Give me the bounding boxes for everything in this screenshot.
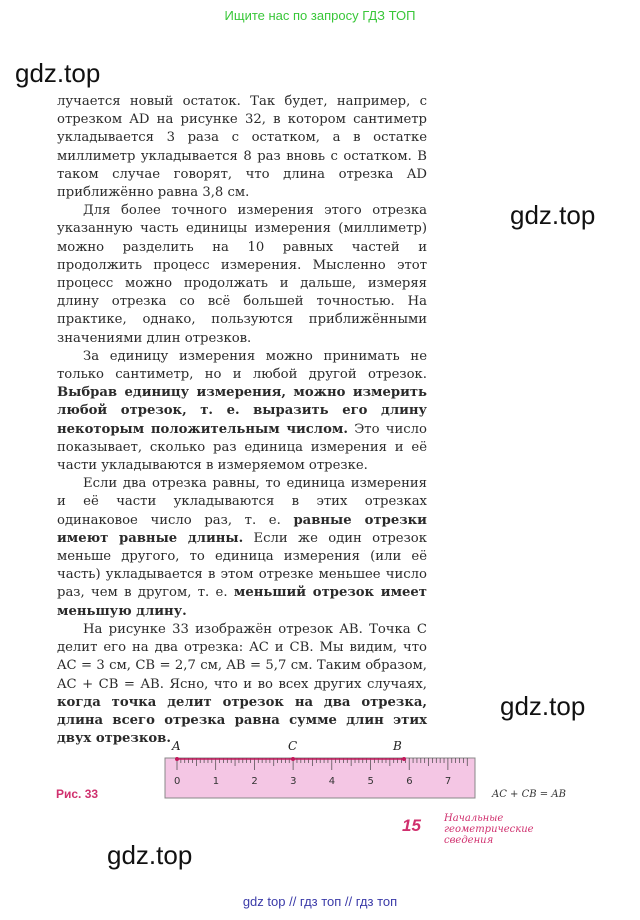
paragraph-3 bbox=[57, 348, 427, 475]
point-c-label: C bbox=[288, 739, 298, 753]
ruler-number: 2 bbox=[251, 776, 258, 787]
ruler-number: 6 bbox=[406, 776, 413, 787]
page-number: 15 bbox=[402, 816, 421, 835]
watermark: gdz.top bbox=[107, 840, 193, 870]
ruler-number: 1 bbox=[212, 776, 220, 787]
paragraph-4 bbox=[57, 475, 427, 621]
point-a bbox=[175, 757, 179, 761]
paragraph-5-text: На рисунке 33 изображён отрезок AB. Точка C делит его на два отрезка: AC и CB. Мы видим, что AC = 3 см, CB = 2,7 см, AB = 5,7 см. Таким образом, AC + CB = AB. Ясно, что и во всех других случаях, bbox=[57, 621, 427, 692]
rule-sum-bold: когда точка делит отрезок на два отрезка, длина всего отрезка равна сумме длин этих двух отрезков. bbox=[57, 694, 427, 747]
paragraph-1: лучается новый остаток. Так будет, например, с отрезком AD на рисунке 32, в котором сантиметр укладывается 3 раза с остатком, а в остатке миллиметр укладывается 8 раз вновь с остатком. В таком случае говорят, что длина отрезка AD приближённо равна 3,8 см. bbox=[57, 94, 427, 201]
ruler-number: 3 bbox=[290, 776, 297, 787]
point-b-label: B bbox=[393, 739, 402, 753]
point-c bbox=[291, 757, 295, 761]
rule-less-bold: меньший отрезок имеет меньшую длину. bbox=[57, 585, 427, 619]
paragraph-5 bbox=[57, 621, 427, 748]
ruler-number: 7 bbox=[444, 776, 452, 787]
promo-banner: Ищите нас по запросу ГДЗ ТОП bbox=[224, 8, 416, 23]
paragraph-4-mid: Если же один отрезок меньше другого, то единица измерения (или её часть) укладывается в этом отрезке меньшее число раз, чем в другом, т. е. bbox=[57, 530, 427, 601]
section-title: Начальные геометрические сведения bbox=[444, 813, 534, 846]
watermark: gdz.top bbox=[510, 200, 596, 230]
point-a-label: A bbox=[172, 739, 181, 753]
ruler-number: 0 bbox=[174, 776, 181, 787]
watermark: gdz.top bbox=[500, 691, 586, 721]
paragraph-4-text: Если два отрезка равны, то единица измерения и её части укладываются в этих отрезках одинаковое число раз, т. е. bbox=[57, 476, 427, 528]
watermark: gdz.top bbox=[15, 58, 101, 88]
point-b bbox=[402, 757, 406, 761]
paragraph-2: Для более точного измерения этого отрезка указанную часть единицы измерения (миллиметр) можно разделить на 10 равных частей и продолжить процесс измерения. Мысленно этот процесс можно продолжать и дальше, измеряя длину отрезка со всё большей точностью. На практике, однако, пользуются приближёнными значениями длин отрезков. bbox=[57, 203, 427, 346]
figure-equation: AC + CB = AB bbox=[492, 789, 566, 800]
rule-equal-bold: равные отрезки имеют равные длины. bbox=[57, 512, 427, 546]
body-text bbox=[57, 93, 427, 748]
ruler-number: 5 bbox=[367, 776, 374, 787]
footer-links: gdz top // гдз топ // гдз топ bbox=[242, 894, 398, 909]
figure-33-ruler bbox=[150, 736, 480, 802]
paragraph-3-tail: Это число показывает, сколько раз единица измерения и её части укладываются в измеряемом отрезке. bbox=[57, 421, 427, 474]
definition-bold: Выбрав единицу измерения, можно измерить любой отрезок, т. е. выразить его длину некоторым положительным числом. bbox=[57, 385, 427, 437]
paragraph-3-text: За единицу измерения можно принимать не только сантиметр, но и любой другой отрезок. bbox=[57, 348, 427, 383]
figure-label: Рис. 33 bbox=[56, 787, 99, 801]
ruler-number: 4 bbox=[328, 776, 336, 787]
